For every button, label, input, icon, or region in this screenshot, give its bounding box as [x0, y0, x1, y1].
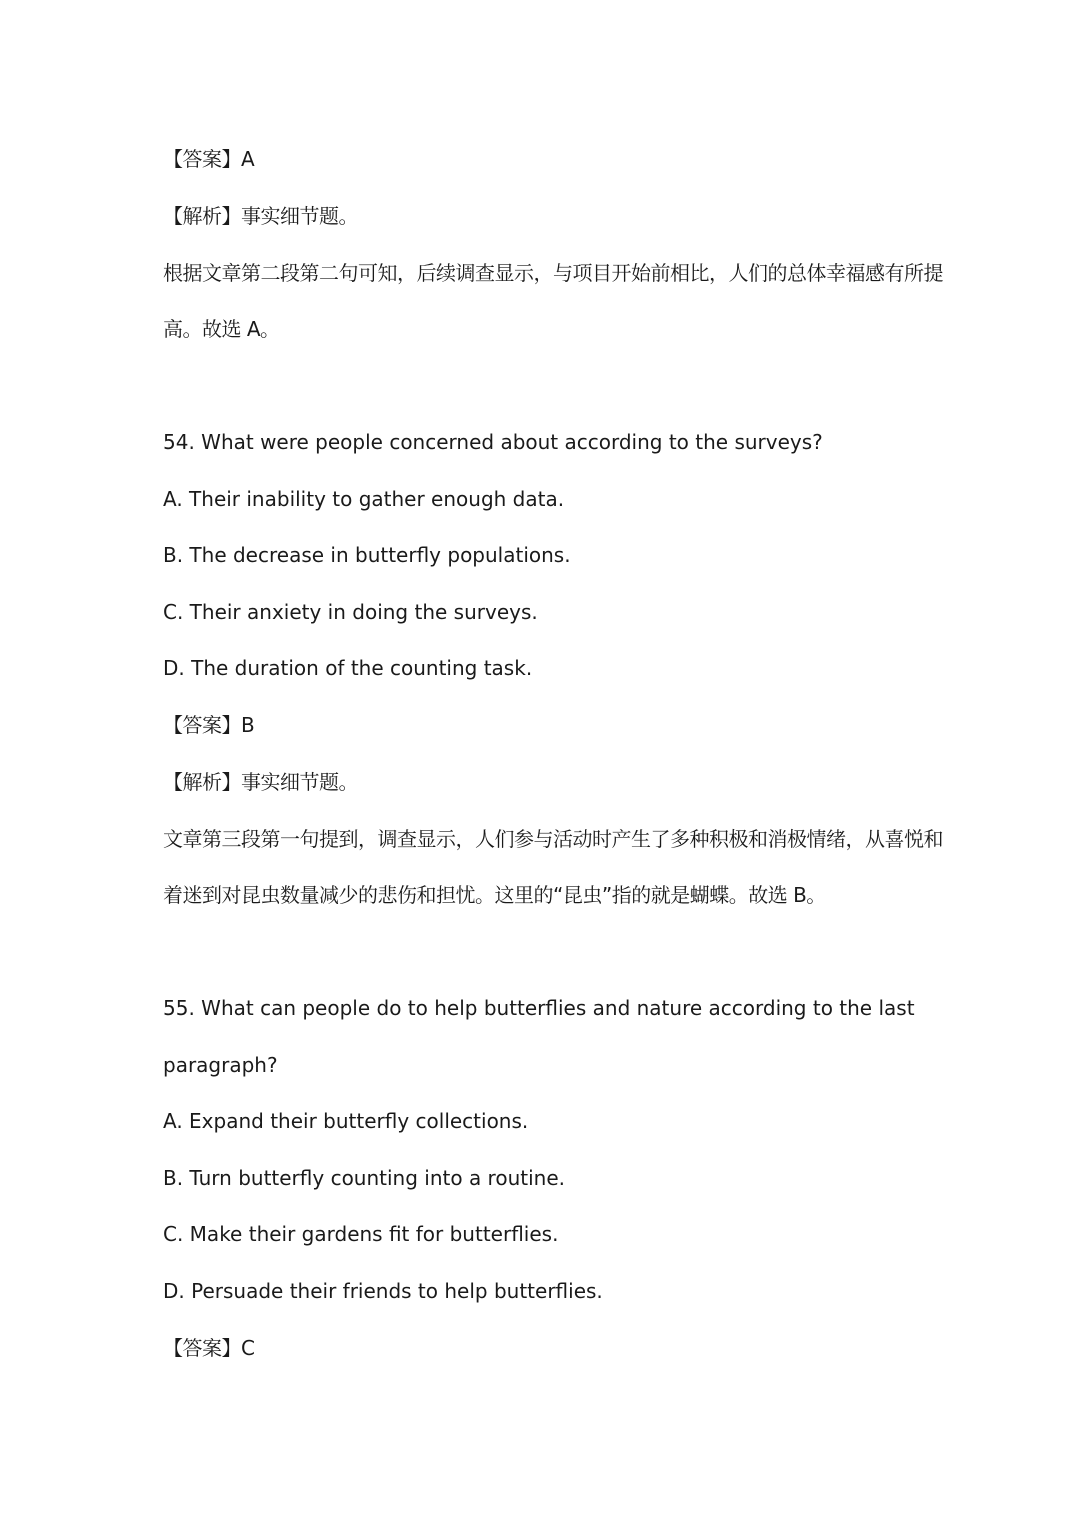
q55-question-line2: paragraph? — [163, 1053, 278, 1077]
q54-option-a: A. Their inability to gather enough data. — [163, 487, 565, 511]
q53-answer: 【答案】A — [163, 147, 255, 171]
q55-option-c: C. Make their gardens fit for butterflies. — [163, 1222, 559, 1246]
q55-answer: 【答案】C — [163, 1336, 255, 1360]
q54-option-b: B. The decrease in butterfly populations. — [163, 543, 571, 567]
q55-option-b: B. Turn butterfly counting into a routine. — [163, 1166, 565, 1190]
q53-analysis-label: 【解析】事实细节题。 — [163, 204, 358, 228]
q53-analysis-text-line2: 高。故选 A。 — [163, 317, 280, 341]
q54-option-d: D. The duration of the counting task. — [163, 656, 533, 680]
q54-option-c: C. Their anxiety in doing the surveys. — [163, 600, 538, 624]
q54-analysis-text-line2: 着迷到对昆虫数量减少的悲伤和担忧。这里的“昆虫”指的就是蝴蝶。故选 B。 — [163, 883, 826, 907]
q54-question: 54. What were people concerned about according to the surveys? — [163, 430, 823, 454]
q55-question-line1: 55. What can people do to help butterflies and nature according to the last — [163, 996, 915, 1020]
q53-analysis-text-line1: 根据文章第二段第二句可知，后续调查显示，与项目开始前相比，人们的总体幸福感有所提 — [163, 261, 943, 285]
q54-analysis-text-line1: 文章第三段第一句提到，调查显示，人们参与活动时产生了多种积极和消极情绪，从喜悦和 — [163, 827, 943, 851]
q54-analysis-label: 【解析】事实细节题。 — [163, 770, 358, 794]
q55-option-a: A. Expand their butterfly collections. — [163, 1109, 529, 1133]
q55-option-d: D. Persuade their friends to help butterflies. — [163, 1279, 603, 1303]
q54-answer: 【答案】B — [163, 713, 255, 737]
